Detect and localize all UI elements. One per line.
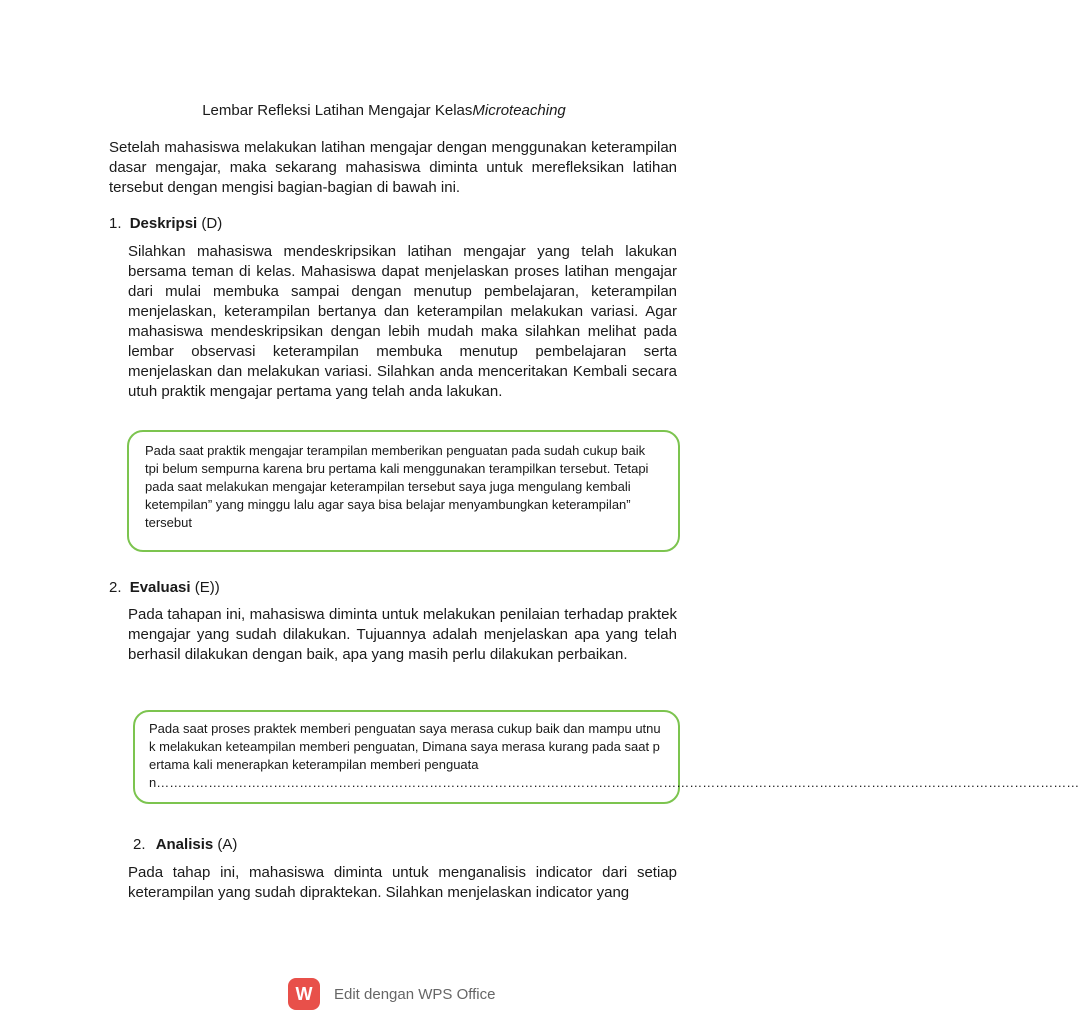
answer-box-evaluasi[interactable] (133, 710, 1079, 804)
section-body-evaluasi: Pada tahapan ini, mahasiswa diminta untuk melakukan penilaian terhadap praktek mengajar yang sudah dilakukan. Tujuannya adalah menjelaskan apa yang telah berhasil dilakukan dengan baik, apa yang masih perlu dilakukan perbaikan. (128, 606, 677, 663)
section-code: (E)) (194, 579, 220, 596)
section-number: 1. (109, 215, 122, 232)
section-body-deskripsi: Silahkan mahasiswa mendeskripsikan latihan mengajar yang telah lakukan bersama teman di kelas. Mahasiswa dapat menjelaskan proses latihan mengajar dari mulai membuka sampai dengan menutup pembelajaran, keterampilan menjelaskan, keterampilan bertanya dan keterampilan melakukan variasi. Agar mahasiswa mendeskripsikan dengan lebih mudah maka silahkan melihat pada lembar observasi keterampilan membuka menutup pembelajaran serta menjelaskan dan melakukan variasi. Silahkan anda menceritakan Kembali secara utuh praktik mengajar pertama yang telah anda lakukan. (128, 243, 677, 400)
section-number: 2. (109, 579, 122, 596)
wps-edit-banner[interactable] (288, 977, 495, 1011)
page-title (0, 102, 768, 119)
section-title: Evaluasi (129, 579, 191, 596)
answer-box-deskripsi[interactable]: Pada saat praktik mengajar terampilan memberikan penguatan pada sudah cukup baik tpi belum sempurna karena bru pertama kali menggunakan terampilkan tersebut. Tetapi pada saat melakukan mengajar keterampilan tersebut saya juga mengulang kembali ketempilan” yang minggu lalu agar saya bisa belajar menyambungkan keterampilan” tersebut (127, 430, 680, 552)
section-code: (A) (217, 836, 238, 853)
section-title: Analisis (155, 836, 214, 853)
section-number: 2. (133, 836, 146, 853)
section-body-analisis: Pada tahap ini, mahasiswa diminta untuk menganalisis indicator dari setiap keterampilan yang sudah dipraktekan. Silahkan menjelaskan indicator yang (128, 864, 677, 901)
section-heading-analisis (133, 835, 237, 855)
section-title: Deskripsi (129, 215, 198, 232)
section-code: (D) (201, 215, 223, 232)
section-heading-evaluasi (109, 578, 220, 598)
wps-logo-icon: W (288, 978, 320, 1010)
wps-edit-label: Edit dengan WPS Office (334, 985, 496, 1003)
intro-paragraph: Setelah mahasiswa melakukan latihan mengajar dengan menggunakan keterampilan dasar mengajar, maka sekarang mahasiswa diminta untuk merefleksikan latihan tersebut dengan mengisi bagian-bagian di bawah ini. (109, 139, 677, 196)
title-italic: Microteaching (472, 102, 566, 119)
answer-text-evaluasi: Pada saat proses praktek memberi penguatan saya merasa cukup baik dan mampu utnuk melakukan keteampilan memberi penguatan, Dimana saya merasa kurang pada saat pertama kali menerapkan keterampilan memberi penguatan…………………………………………………………………………………………………………………………………………………………………………………………… (149, 721, 1079, 790)
section-heading-deskripsi (109, 214, 222, 234)
title-main: Lembar Refleksi Latihan Mengajar Kelas (202, 102, 473, 119)
